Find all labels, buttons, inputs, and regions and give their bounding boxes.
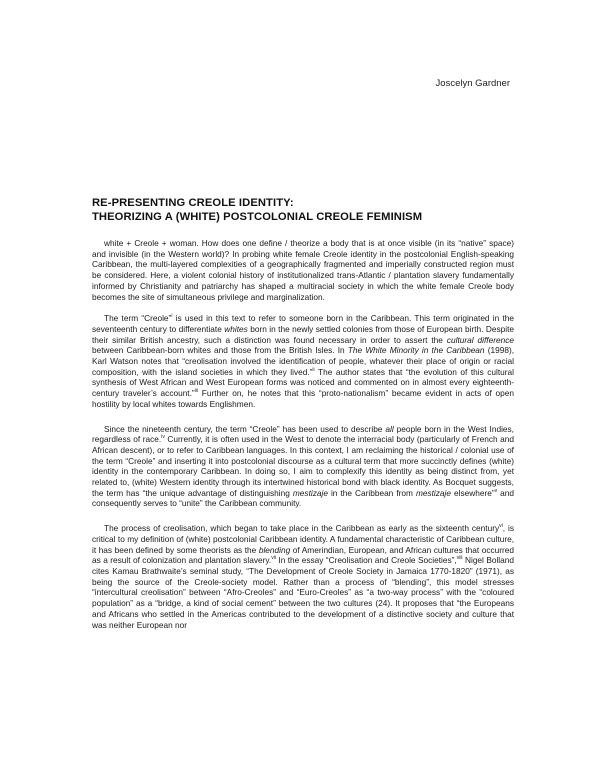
text-run: Since the nineteenth century, the term “Creole” has been used to describe [104,423,386,434]
text-run: , is critical to my definition of (white) postcolonial Caribbean identity. A fundamental characteristic of Caribbean culture, it has been defined by some theorists as the [92,523,514,555]
text-run: In the essay “Creolisation and Creole Societies”, [275,555,457,566]
paragraph-1 [92,238,514,302]
text-run: Further on, he notes that this “proto-nationalism” became evident in acts of open hostility by local whites towards Englishmen. [92,388,514,409]
emphasis: whites [224,323,248,334]
emphasis: cultural difference [446,334,514,345]
title-line-1: RE-PRESENTING CREOLE IDENTITY: [92,197,294,209]
text-run: (1998), Karl Watson notes that “creolisation involved the identification of people, whatever their place of origin or racial composition, with the island societies in which they lived.” [92,345,515,377]
author-name: Joscelyn Gardner [435,78,510,89]
emphasis: all [385,423,394,434]
text-run: The term “Creole” [104,313,172,324]
endnote-marker: viii [456,555,463,562]
emphasis: blending [258,544,291,555]
endnote-marker: v [494,488,498,494]
title-line-2: THEORIZING A (WHITE) POSTCOLONIAL CREOLE FEMINISM [92,211,423,223]
emphasis: mestizaje [292,487,328,498]
paragraph-3 [92,424,514,510]
paragraph-4 [92,523,514,630]
paragraph-1-text: white + Creole + woman. How does one define / theorize a body that is at once visible (in its “native” space) and invisible (in the Western world)? In probing white female Creole identity in the postcolonial English-speaking Caribbean, the multi-layered complexities of a geographically fragmented and imperially constructed region must be considered. Here, a violent colonial history of institutionalized trans-Atlantic / plantation slavery fundamentally informed by Christianity and patriarchy has shaped a multiracial society in which the white female Creole body becomes the site of simultaneous privilege and marginalization. [92,238,514,302]
text-run: is used in this text to refer to someone born in the Caribbean. This term originated in the seventeenth century to differentiate [92,313,514,334]
article-body [92,238,514,644]
text-run: of Amerindian, European, and African cultures that occurred as a result of colonization and plantation slavery. [92,544,515,566]
emphasis: mestizaje [415,487,451,498]
endnote-marker: vi [499,523,503,530]
endnote-marker: iii [194,388,199,395]
text-run: The author states that “the evolution of this cultural synthesis of West African and West European forms was noticed and commented on in almost every eighteenth-century traveler’s account.” [92,366,515,399]
paragraph-2 [92,313,514,409]
text-run: in the Caribbean from [327,487,416,498]
endnote-marker: vii [271,555,276,562]
endnote-marker: ii [312,366,315,373]
endnote-marker: iv [161,434,165,441]
text-run: between Caribbean-born whites and those from the British Isles. In [92,345,348,356]
book-title: The White Minority in the Caribbean [347,345,485,356]
text-run: people born in the West Indies, regardless of race. [92,423,514,445]
endnote-marker: i [171,313,173,320]
text-run: elsewhere” [451,487,495,498]
text-run: Nigel Bolland cites Kamau Brathwaite’s seminal study, “The Development of Creole Society in Jamaica 1770-1820” (1971), as being the source of the Creole-society model. Rather than a process of “blending”, this model stresses “intercultural creolisation” between “Afro-Creoles” and “Euro-Creoles” as “a two-way process” with the “coloured population” as a “bridge, a kind of social cement” between the two cultures (24). It proposes that “the Europeans and Africans who settled in the Americas contributed to the development of a distinctive society and culture that was neither European nor [92,555,514,630]
article-title [92,196,522,224]
text-run: The process of creolisation, which began to take place in the Caribbean as early as the sixteenth century [104,523,500,534]
text-run: Currently, it is often used in the West to denote the interracial body (particularly of French and African descent), or to refer to Caribbean languages. In this context, I am reclaiming the historical / colonial use of the term “Creole” and inserting it into postcolonial discourse as a cultural term that more succinctly defines (white) identity in the contemporary Caribbean. In doing so, I aim to complexify this identity as being distinct from, yet related to, (white) Western identity through its intertwined historical bond with black identity. As Bocquet suggests, the term has “the unique advantage of distinguishing [92,434,514,498]
text-run: born in the newly settled colonies from those of European birth. Despite their similar British ancestry, such a distinction was found necessary in order to assert the [92,323,515,345]
text-run: and consequently serves to “unite” the Caribbean community. [92,487,514,509]
